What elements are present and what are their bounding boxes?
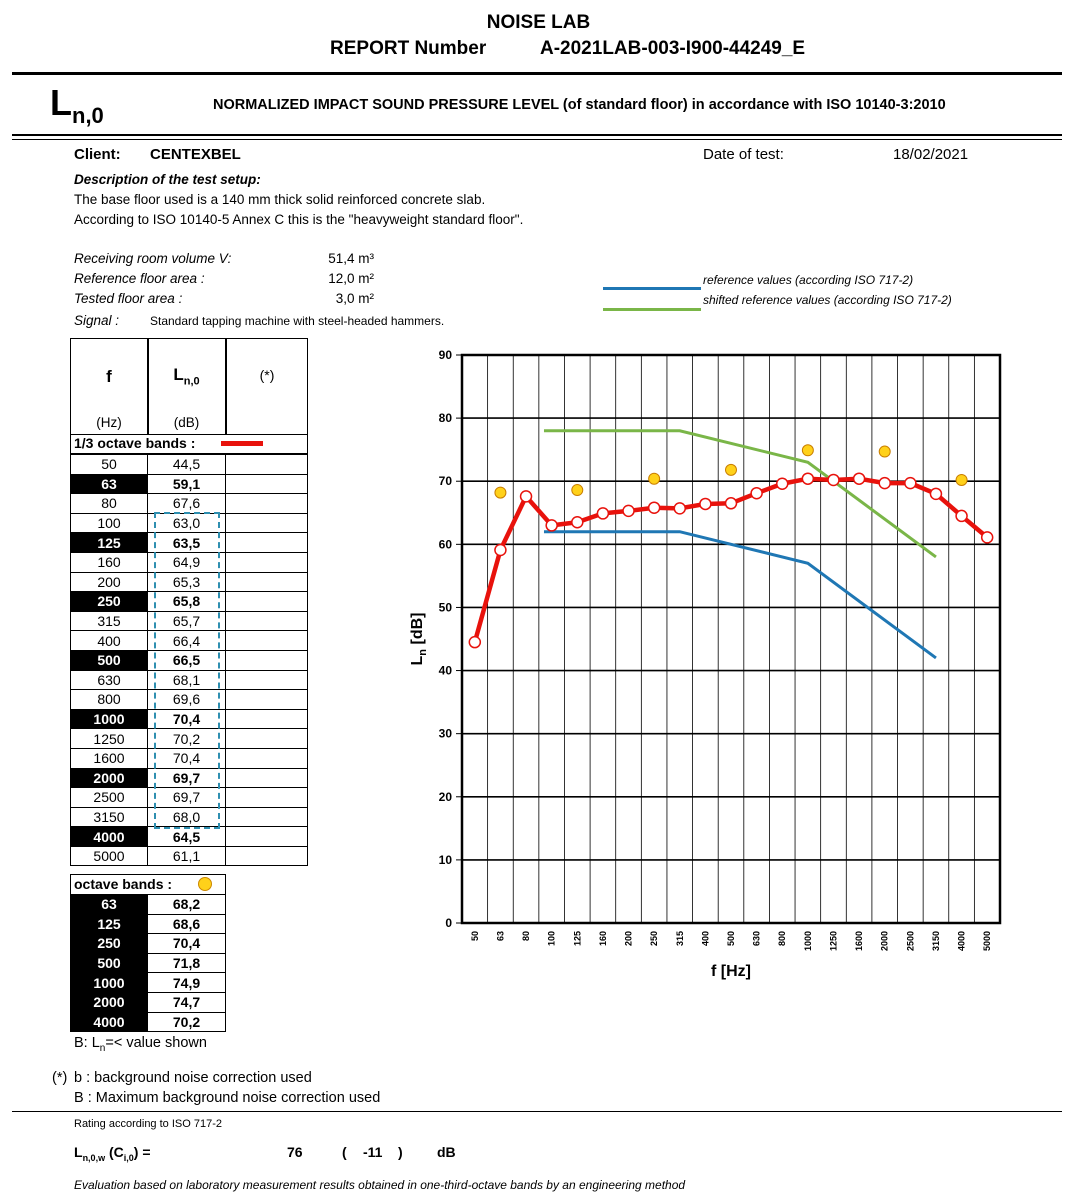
lab-name: NOISE LAB: [486, 12, 591, 33]
y-axis-title-sub: n: [417, 648, 429, 656]
x-axis-title: f [Hz]: [711, 963, 751, 980]
octave-legend-marker: [198, 877, 212, 891]
measured-point: [905, 478, 916, 489]
legend-shifted-label: shifted reference values (according ISO 717-2): [703, 293, 952, 307]
x-tick-label: 630: [751, 931, 762, 947]
b-small-note: b : background noise correction used: [74, 1070, 312, 1086]
table-row: [71, 1012, 226, 1032]
octave-point: [956, 474, 967, 485]
rating-symbol: $L_{n,0,w}$ $(C_{i,0})$ =: [74, 1144, 151, 1163]
title-rule-top: [12, 134, 1062, 136]
freq-cell: 1000: [71, 709, 148, 729]
legend-reference-label: reference values (according ISO 717-2): [703, 273, 914, 287]
measured-point: [828, 474, 839, 485]
client-value: CENTEXBEL: [150, 146, 241, 163]
table-row: [71, 455, 308, 475]
octave-freq-cell: 4000: [71, 1012, 148, 1032]
correction-cell: [226, 690, 308, 710]
measured-point: [751, 488, 762, 499]
x-tick-label: 1600: [854, 931, 865, 952]
x-tick-label: 1000: [802, 931, 813, 952]
ref-area-label: Reference floor area :: [74, 271, 205, 286]
freq-cell: 63: [71, 474, 148, 494]
octave-freq-cell: 1000: [71, 973, 148, 993]
level-cell: 63,0: [148, 513, 226, 533]
unit-db: (dB): [173, 415, 200, 430]
measured-point: [572, 517, 583, 528]
volume-value: 51,4 m³: [328, 251, 374, 266]
impact-sound-chart: [395, 340, 1015, 990]
x-tick-label: 200: [623, 931, 634, 947]
x-tick-label: 800: [777, 931, 788, 947]
y-tick-label: 10: [438, 852, 452, 867]
y-tick-label: 60: [438, 537, 452, 552]
octave-level-cell: 68,2: [148, 895, 226, 915]
title-rule-bottom: [12, 139, 1062, 140]
measured-point: [700, 498, 711, 509]
correction-cell: [226, 455, 308, 475]
octave-point: [726, 464, 737, 475]
table-row: [71, 846, 308, 866]
correction-cell: [226, 807, 308, 827]
octave-freq-cell: 500: [71, 953, 148, 973]
x-tick-label: 3150: [930, 931, 941, 952]
y-tick-label: 40: [438, 663, 452, 678]
ci-value: -11: [363, 1144, 383, 1160]
level-cell: 64,5: [148, 827, 226, 847]
level-cell: 66,5: [148, 650, 226, 670]
rating-label: Rating according to ISO 717-2: [74, 1118, 222, 1130]
freq-cell: 630: [71, 670, 148, 690]
report-label: REPORT Number: [330, 38, 487, 59]
table-row: [71, 827, 308, 847]
date-value: 18/02/2021: [893, 146, 969, 163]
third-octave-band-header: 1/3 octave bands :: [70, 434, 308, 454]
x-tick-label: 100: [546, 931, 557, 947]
level-cell: 61,1: [148, 846, 226, 866]
col-ln-header: $L_{n,0}$: [173, 365, 200, 388]
octave-level-cell: 70,4: [148, 934, 226, 954]
quantity-symbol: $L_{n,0}$: [50, 82, 104, 129]
header-rule: [12, 72, 1062, 75]
measured-point: [674, 503, 685, 514]
y-axis-title: [409, 613, 429, 666]
measured-point: [879, 478, 890, 489]
level-cell: 70,4: [148, 748, 226, 768]
y-tick-label: 80: [438, 411, 452, 426]
octave-freq-cell: 125: [71, 914, 148, 934]
x-tick-label: 160: [597, 931, 608, 947]
measured-legend-swatch: [221, 441, 263, 446]
correction-cell: [226, 494, 308, 514]
report-number: A-2021LAB-003-I900-44249_E: [540, 38, 806, 59]
table-header: [70, 338, 308, 435]
rating-value: 76: [287, 1144, 303, 1160]
y-tick-label: 30: [438, 726, 452, 741]
table-row: [71, 494, 308, 514]
level-cell: 70,4: [148, 709, 226, 729]
measured-point: [469, 637, 480, 648]
volume-label: Receiving room volume V:: [74, 251, 232, 266]
x-tick-label: 400: [700, 931, 711, 947]
correction-cell: [226, 611, 308, 631]
measured-point: [597, 508, 608, 519]
freq-cell: 100: [71, 513, 148, 533]
correction-cell: [226, 513, 308, 533]
table-row: [71, 953, 226, 973]
plot-frame: [462, 355, 1000, 923]
x-tick-label: 5000: [982, 931, 993, 952]
page-title: NORMALIZED IMPACT SOUND PRESSURE LEVEL (of standard floor) in accordance with ISO 10140-3:2010: [213, 97, 946, 113]
correction-cell: [226, 631, 308, 651]
level-cell: 69,6: [148, 690, 226, 710]
correction-cell: [226, 748, 308, 768]
level-cell: 44,5: [148, 455, 226, 475]
correction-cell: [226, 846, 308, 866]
x-tick-label: 2500: [905, 931, 916, 952]
legend-reference-line: [603, 287, 701, 290]
freq-cell: 4000: [71, 827, 148, 847]
client-label: Client:: [74, 146, 121, 163]
octave-freq-cell: 250: [71, 934, 148, 954]
level-cell: 67,6: [148, 494, 226, 514]
octave-point: [802, 445, 813, 456]
b-note: B: $L_n=<$ value shown: [74, 1035, 207, 1054]
octave-freq-cell: 63: [71, 895, 148, 915]
x-tick-label: 1250: [828, 931, 839, 952]
measured-point: [521, 491, 532, 502]
measured-point: [802, 473, 813, 484]
tested-area-value: 3,0 m²: [335, 291, 374, 306]
level-cell: 65,7: [148, 611, 226, 631]
y-tick-label: 0: [445, 916, 452, 930]
signal-label: Signal :: [74, 313, 120, 328]
legend-shifted-line: [603, 308, 701, 311]
octave-level-cell: 74,7: [148, 992, 226, 1012]
measured-point: [726, 498, 737, 509]
freq-cell: 200: [71, 572, 148, 592]
octave-point: [879, 446, 890, 457]
freq-cell: 2500: [71, 788, 148, 808]
level-cell: 65,8: [148, 592, 226, 612]
octave-level-cell: 68,6: [148, 914, 226, 934]
x-tick-label: 500: [726, 931, 736, 947]
col-star-header: (*): [259, 367, 275, 383]
y-tick-label: 70: [438, 474, 452, 489]
measured-point: [930, 488, 941, 499]
description-line-1: The base floor used is a 140 mm thick solid reinforced concrete slab.: [74, 192, 486, 207]
footer-rule: [12, 1111, 1062, 1112]
x-tick-label: 50: [469, 931, 480, 942]
measured-point: [546, 520, 557, 531]
level-cell: 63,5: [148, 533, 226, 553]
freq-cell: 250: [71, 592, 148, 612]
x-tick-label: 315: [674, 931, 685, 947]
level-cell: 69,7: [148, 788, 226, 808]
measured-point: [495, 545, 506, 556]
correction-cell: [226, 827, 308, 847]
octave-level-cell: 74,9: [148, 973, 226, 993]
freq-cell: 160: [71, 552, 148, 572]
octave-table: [70, 894, 226, 1032]
table-row: [71, 895, 226, 915]
correction-cell: [226, 552, 308, 572]
measured-point: [854, 473, 865, 484]
x-tick-label: 4000: [956, 931, 967, 952]
correction-cell: [226, 709, 308, 729]
table-row: [71, 973, 226, 993]
freq-cell: 50: [71, 455, 148, 475]
rating-unit: dB: [437, 1144, 456, 1160]
level-cell: 59,1: [148, 474, 226, 494]
x-tick-label: 80: [521, 931, 532, 942]
table-row: [71, 934, 226, 954]
evaluation-footnote: Evaluation based on laboratory measurement results obtained in one-third-octave bands by an engineering method: [74, 1178, 686, 1192]
freq-cell: 125: [71, 533, 148, 553]
reference-line: [544, 532, 936, 658]
table-row: [71, 474, 308, 494]
x-tick-label: 125: [572, 931, 583, 947]
x-tick-label: 63: [495, 931, 506, 942]
freq-cell: 3150: [71, 807, 148, 827]
dashed-range-box: [154, 512, 220, 829]
correction-cell: [226, 533, 308, 553]
description-heading: Description of the test setup:: [74, 172, 261, 187]
freq-cell: 1250: [71, 729, 148, 749]
y-tick-label: 90: [438, 348, 452, 362]
col-f-header: f: [106, 367, 112, 386]
correction-cell: [226, 768, 308, 788]
correction-cell: [226, 729, 308, 749]
table-row: [71, 914, 226, 934]
measured-point: [649, 502, 660, 513]
level-cell: 65,3: [148, 572, 226, 592]
y-tick-label: 20: [438, 789, 452, 804]
correction-cell: [226, 572, 308, 592]
x-tick-label: 2000: [879, 931, 890, 952]
level-cell: 68,0: [148, 807, 226, 827]
freq-cell: 400: [71, 631, 148, 651]
ci-open: (: [342, 1144, 347, 1160]
unit-hz: (Hz): [96, 415, 122, 430]
ref-area-value: 12,0 m²: [328, 271, 374, 286]
y-axis-title-unit: [dB]: [409, 612, 426, 649]
freq-cell: 500: [71, 650, 148, 670]
freq-cell: 800: [71, 690, 148, 710]
date-label: Date of test:: [703, 146, 784, 163]
octave-level-cell: 71,8: [148, 953, 226, 973]
x-tick-label: 250: [649, 931, 660, 947]
level-cell: 66,4: [148, 631, 226, 651]
measured-point: [956, 510, 967, 521]
octave-point: [649, 473, 660, 484]
table-row: [71, 992, 226, 1012]
measured-point: [623, 505, 634, 516]
star-note-marker: (*): [52, 1070, 68, 1086]
y-tick-label: 50: [438, 600, 452, 615]
correction-cell: [226, 788, 308, 808]
description-line-2: According to ISO 10140-5 Annex C this is the "heavyweight standard floor".: [74, 212, 524, 227]
b-big-note: B : Maximum background noise correction used: [74, 1090, 381, 1106]
correction-cell: [226, 650, 308, 670]
correction-cell: [226, 474, 308, 494]
octave-band-header: octave bands :: [70, 874, 226, 895]
octave-point: [572, 485, 583, 496]
octave-level-cell: 70,2: [148, 1012, 226, 1032]
level-cell: 70,2: [148, 729, 226, 749]
ci-close: ): [398, 1144, 403, 1160]
signal-value: Standard tapping machine with steel-headed hammers.: [150, 314, 445, 328]
level-cell: 64,9: [148, 552, 226, 572]
y-axis-title-main: L: [409, 655, 426, 666]
freq-cell: 2000: [71, 768, 148, 788]
measured-point: [777, 478, 788, 489]
tested-area-label: Tested floor area :: [74, 291, 183, 306]
octave-point: [495, 487, 506, 498]
octave-freq-cell: 2000: [71, 992, 148, 1012]
correction-cell: [226, 670, 308, 690]
freq-cell: 80: [71, 494, 148, 514]
shifted-line: [544, 431, 936, 557]
level-cell: 69,7: [148, 768, 226, 788]
correction-cell: [226, 592, 308, 612]
freq-cell: 315: [71, 611, 148, 631]
freq-cell: 1600: [71, 748, 148, 768]
measured-point: [982, 532, 993, 543]
freq-cell: 5000: [71, 846, 148, 866]
level-cell: 68,1: [148, 670, 226, 690]
